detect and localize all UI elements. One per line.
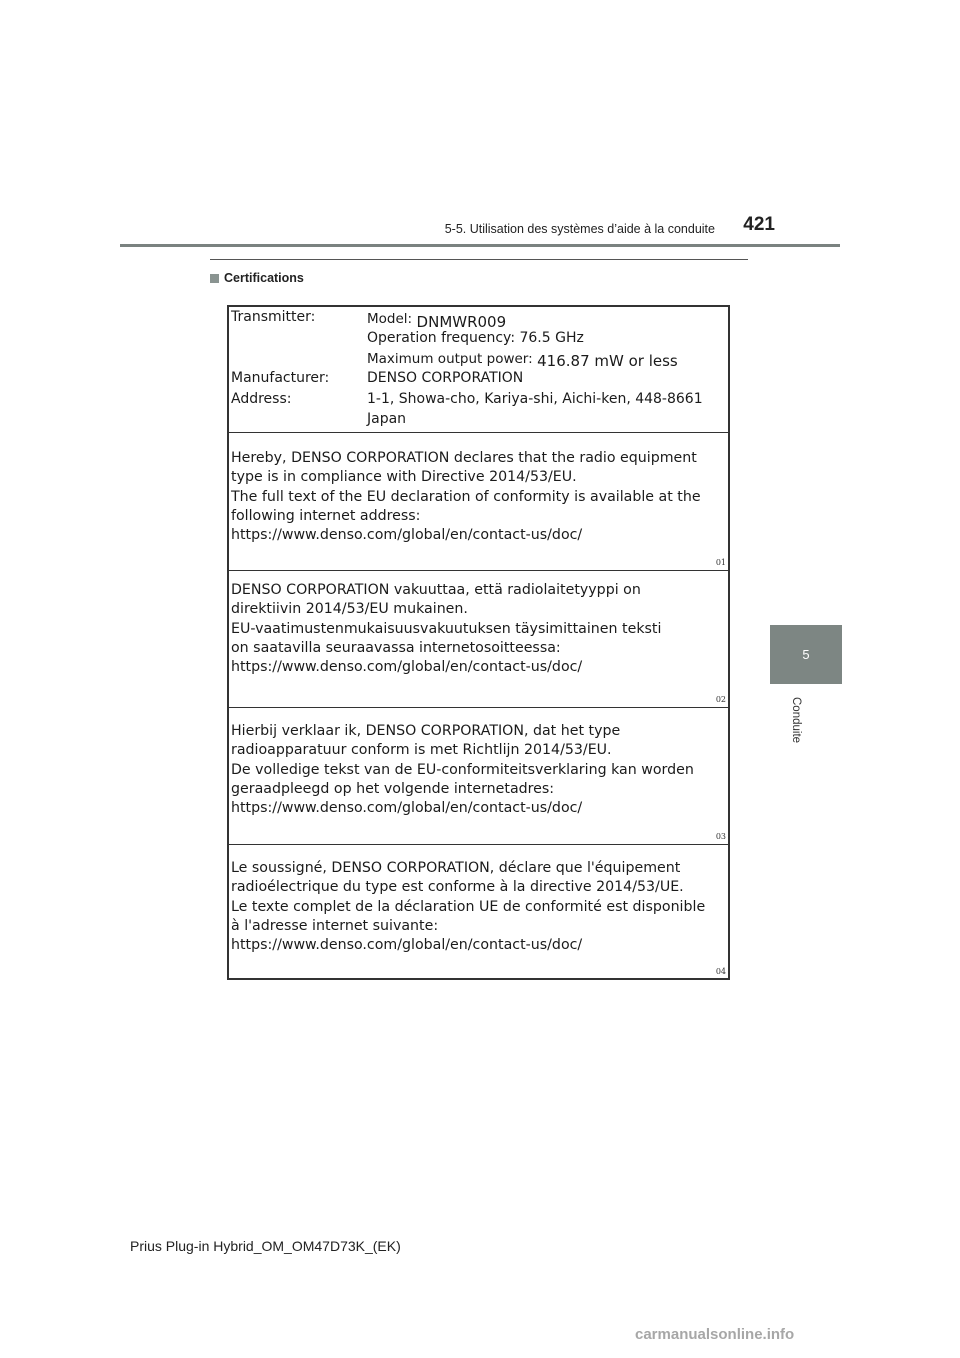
declaration-line: The full text of the EU declaration of conformity is available at the: [231, 488, 701, 505]
declaration-block-english: [229, 432, 728, 570]
declaration-line: à l'adresse internet suivante:: [231, 917, 439, 934]
declaration-code: 04: [715, 967, 726, 976]
content-divider: [210, 259, 748, 260]
watermark: carmanualsonline.info: [635, 1326, 795, 1343]
declaration-code: 01: [715, 558, 726, 567]
footer-model-code: Prius Plug-in Hybrid_OM_OM47D73K_(EK): [130, 1238, 401, 1254]
header-section-title: 5-5. Utilisation des systèmes d’aide à la conduite: [444, 222, 715, 236]
declaration-block-finnish: [229, 570, 728, 707]
section-heading: [210, 271, 304, 285]
declaration-line: radioapparatuur conform is met Richtlijn 2014/53/EU.: [231, 742, 612, 759]
section-heading-text: Certifications: [224, 271, 304, 285]
address-line-1: 1-1, Showa-cho, Kariya-shi, Aichi-ken, 448-8661: [367, 391, 703, 407]
transmitter-label: Transmitter:: [231, 309, 316, 325]
chapter-tab[interactable]: [770, 625, 842, 684]
specs-block: [229, 307, 728, 432]
declaration-line: Le texte complet de la déclaration UE de conformité est disponible: [231, 898, 706, 915]
chapter-tab-number: 5: [802, 647, 810, 662]
header-divider: [120, 244, 840, 247]
operation-frequency: Operation frequency: 76.5 GHz: [367, 330, 584, 346]
declaration-line: https://www.denso.com/global/en/contact-us/doc/: [231, 659, 583, 676]
chapter-tab-label: Conduite: [790, 696, 802, 744]
declaration-line: Hierbij verklaar ik, DENSO CORPORATION, dat het type: [231, 723, 621, 739]
declaration-line: following internet address:: [231, 507, 421, 524]
declaration-line: geraadpleegd op het volgende internetadres:: [231, 780, 555, 797]
declaration-line: https://www.denso.com/global/en/contact-us/doc/: [231, 527, 583, 544]
declaration-line: on saatavilla seuraavassa internetosoitteessa:: [231, 639, 561, 656]
declaration-block-french: [229, 844, 728, 980]
page-number: 421: [743, 214, 775, 235]
declaration-line: https://www.denso.com/global/en/contact-us/doc/: [231, 937, 583, 954]
address-label: Address:: [231, 391, 292, 407]
model-label: Model:: [367, 311, 413, 327]
declaration-line: type is in compliance with Directive 2014/53/EU.: [231, 469, 577, 486]
address-line-2: Japan: [367, 411, 407, 427]
declaration-line: EU-vaatimustenmukaisuusvakuutuksen täysimittainen teksti: [231, 620, 662, 637]
certification-box: [227, 305, 730, 980]
declaration-line: direktiivin 2014/53/EU mukainen.: [231, 601, 468, 618]
square-bullet-icon: [210, 274, 219, 283]
declaration-line: De volledige tekst van de EU-conformiteitsverklaring kan worden: [231, 761, 694, 778]
manufacturer-value: DENSO CORPORATION: [367, 370, 524, 386]
declaration-line: https://www.denso.com/global/en/contact-us/doc/: [231, 800, 583, 817]
model-value: DNMWR009: [416, 313, 507, 331]
declaration-code: 02: [715, 695, 726, 704]
power-value: 416.87 mW or less: [537, 352, 678, 370]
manufacturer-label: Manufacturer:: [231, 370, 330, 386]
declaration-code: 03: [715, 832, 726, 841]
power-label: Maximum output power:: [367, 351, 533, 367]
declaration-line: DENSO CORPORATION vakuuttaa, että radiolaitetyyppi on: [231, 582, 641, 598]
declaration-line: radioélectrique du type est conforme à la directive 2014/53/UE.: [231, 879, 684, 896]
declaration-block-dutch: [229, 707, 728, 844]
declaration-line: Hereby, DENSO CORPORATION declares that the radio equipment: [231, 450, 697, 466]
declaration-line: Le soussigné, DENSO CORPORATION, déclare que l'équipement: [231, 860, 681, 876]
